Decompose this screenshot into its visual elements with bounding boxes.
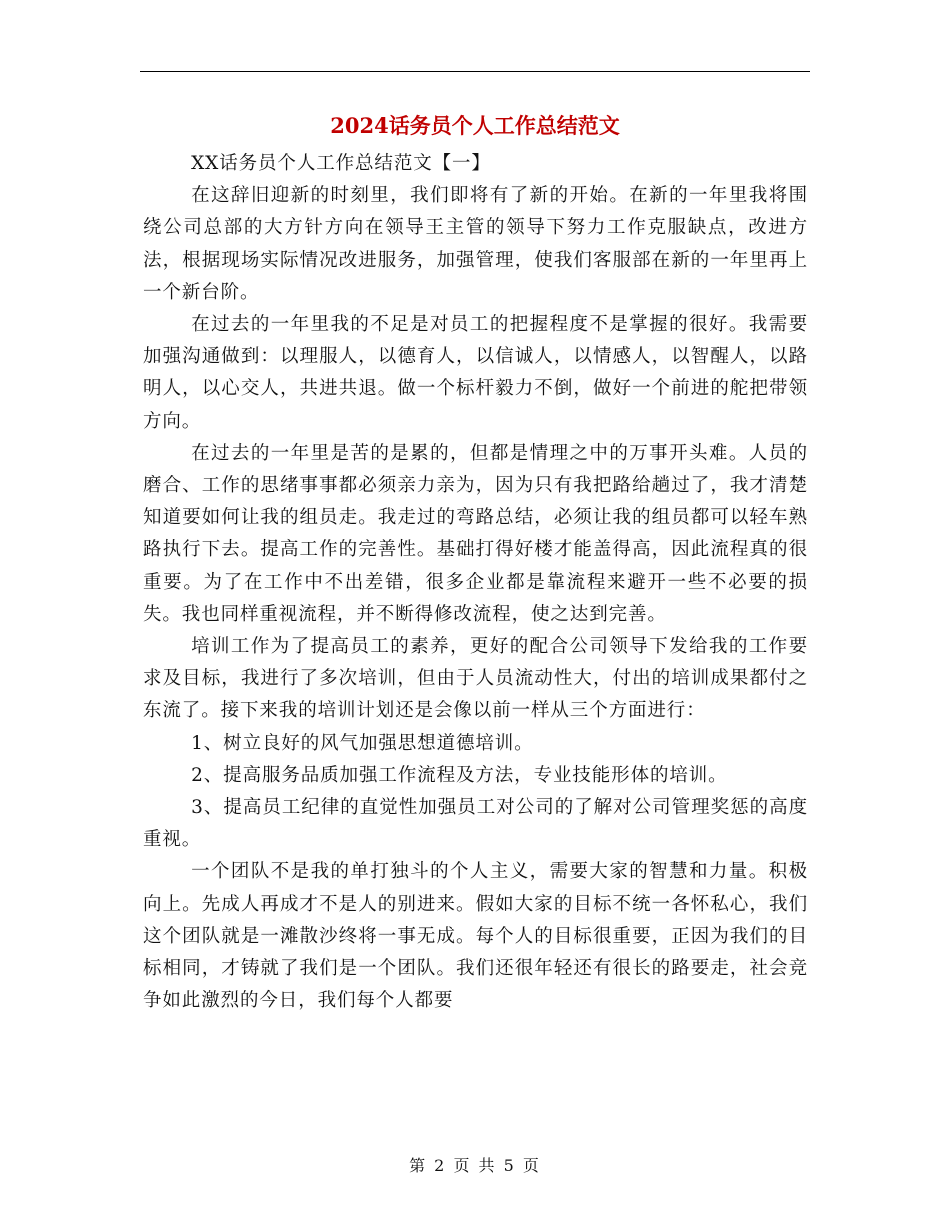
list-item: 2、提高服务品质加强工作流程及方法，专业技能形体的培训。 [191,764,728,786]
paragraph: 在这辞旧迎新的时刻里，我们即将有了新的开始。在新的一年里我将围绕公司总部的大方针方向在领导王主管的领导下努力工作克服缺点，改进方法，根据现场实际情况改进服务，加强管理，使我们客服部在新的一年里再上一个新台阶。 [143,185,808,303]
page-footer: 第 2 页 共 5 页 [409,1156,541,1175]
paragraph: 培训工作为了提高员工的素养，更好的配合公司领导下发给我的工作要求及目标，我进行了多次培训，但由于人员流动性大，付出的培训成果都付之东流了。接下来我的培训计划还是会像以前一样从三个方面进行： [143,636,808,722]
list-item: 3、提高员工纪律的直觉性加强员工对公司的了解对公司管理奖惩的高度重视。 [143,797,808,851]
list-item: 1、树立良好的风气加强思想道德培训。 [191,732,534,754]
paragraph: 在过去的一年里是苦的是累的，但都是情理之中的万事开头难。人员的磨合、工作的思绪事事都必须亲力亲为，因为只有我把路给趟过了，我才清楚知道要如何让我的组员走。我走过的弯路总结，必须让我的组员都可以轻车熟路执行下去。提高工作的完善性。基础打得好楼才能盖得高，因此流程真的很重要。为了在工作中不出差错，很多企业都是靠流程来避开一些不必要的损失。我也同样重视流程，并不断得修改流程，使之达到完善。 [143,442,808,625]
header-rule [140,71,810,72]
document-body [143,148,808,1017]
section-heading: XX话务员个人工作总结范文【一】 [191,153,491,174]
paragraph: 一个团队不是我的单打独斗的个人主义，需要大家的智慧和力量。积极向上。先成人再成才不是人的别进来。假如大家的目标不统一各怀私心，我们这个团队就是一滩散沙终将一事无成。每个人的目标很重要，正因为我们的目标相同，才铸就了我们是一个团队。我们还很年轻还有很长的路要走，社会竞争如此激烈的今日，我们每个人都要 [143,861,808,1012]
document-title: 2024话务员个人工作总结范文 [330,113,620,138]
paragraph: 在过去的一年里我的不足是对员工的把握程度不是掌握的很好。我需要加强沟通做到：以理服人，以德育人，以信诚人，以情感人，以智醒人，以路明人，以心交人，共进共退。做一个标杆毅力不倒，做好一个前进的舵把带领方向。 [143,314,808,432]
